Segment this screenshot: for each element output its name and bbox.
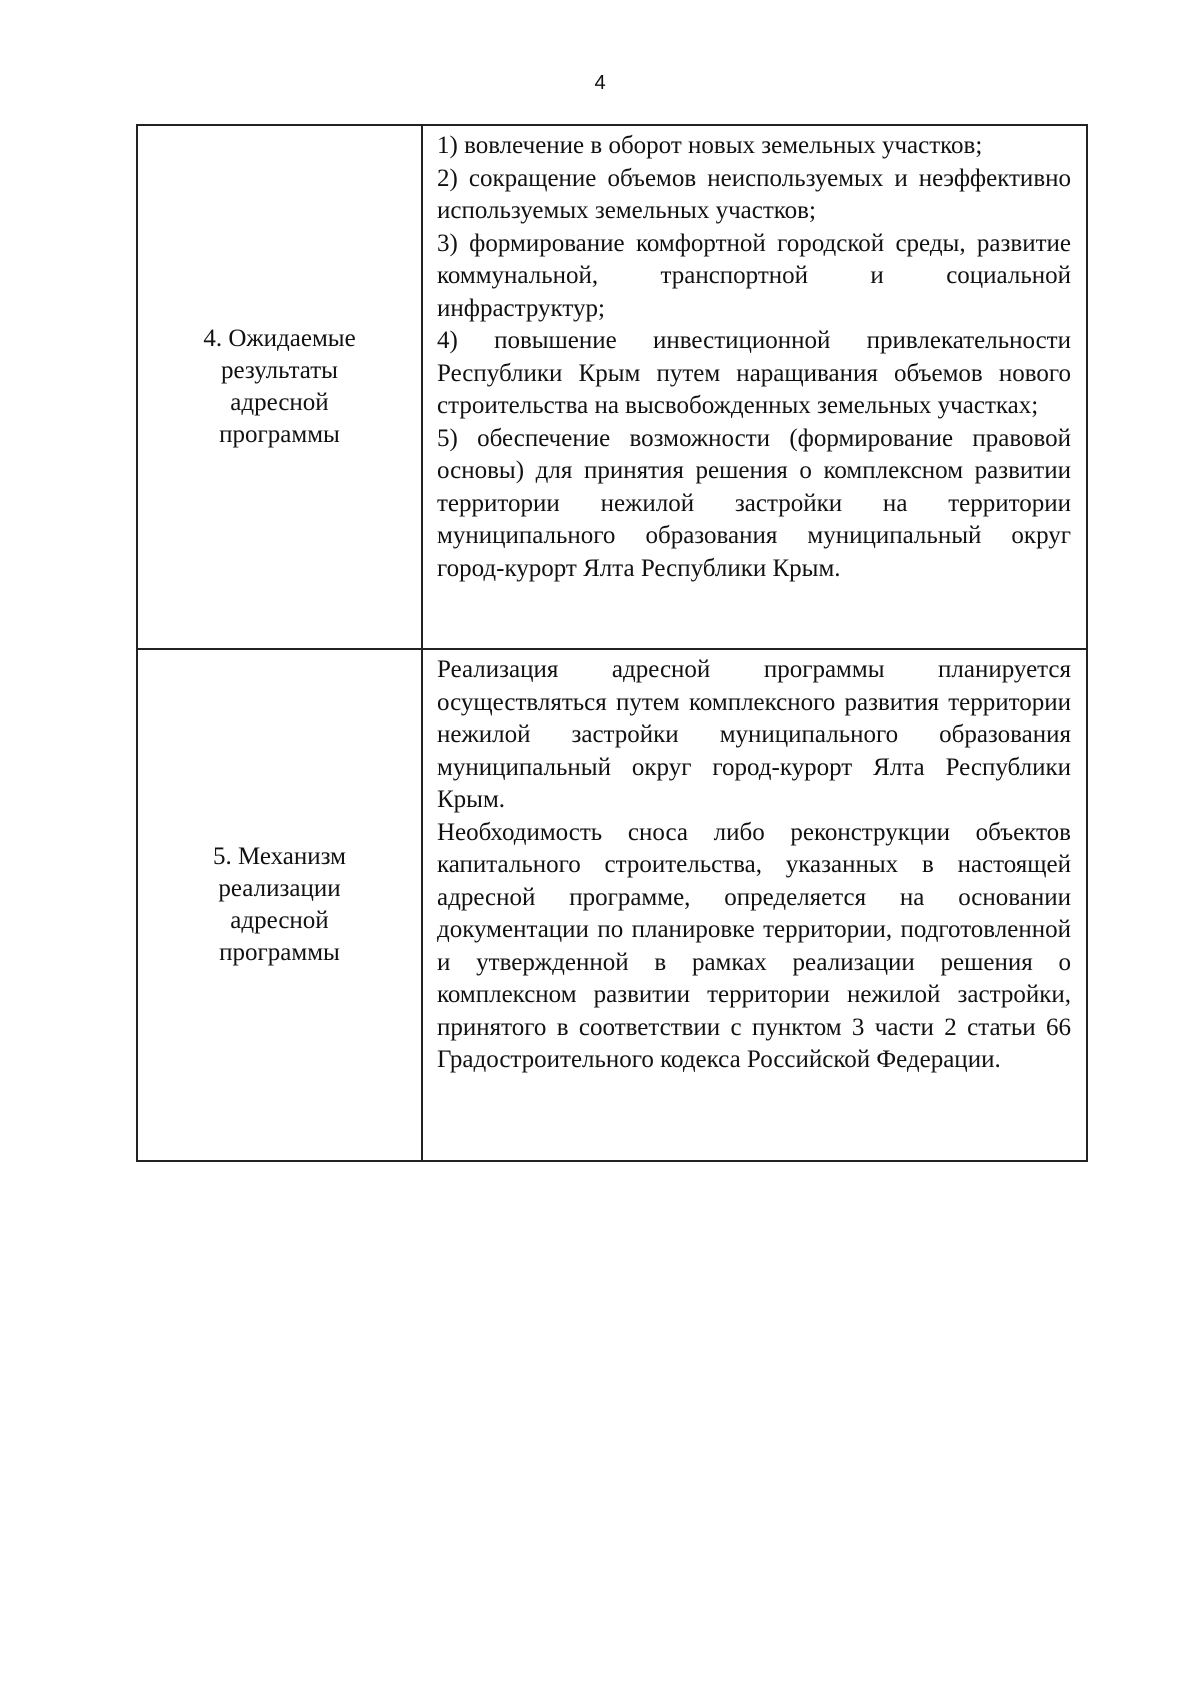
row-content-cell [422,125,1087,649]
row-content-cell [422,649,1087,1161]
content-paragraph: 1) вовлечение в оборот новых земельных участков; [437,132,983,159]
table-row [137,125,1087,649]
row-label: 5. Механизм реализации адресной программы [212,843,347,966]
row-label-cell [137,649,422,1161]
row-label-cell [137,125,422,649]
program-table [136,124,1088,1162]
table-row [137,649,1087,1161]
page-number: 4 [594,72,606,94]
row-label: 4. Ожидаемые результаты адресной программы [203,325,356,448]
content-paragraph: 2) сокращение объемов неиспользуемых и неэффективно используемых земельных участков; [437,164,1071,224]
content-paragraph: Реализация адресной программы планируется осуществляться путем комплексного развития территории нежилой застройки муниципального образования муниципальный округ город-курорт Ялта Республики Крым. [437,656,1071,813]
content-paragraph: 4) повышение инвестиционной привлекательности Республики Крым путем наращивания объемов нового строительства на высвобожденных земельных участках; [437,327,1071,419]
content-paragraph: 3) формирование комфортной городской среды, развитие коммунальной, транспортной и социальной инфраструктур; [437,229,1071,322]
content-paragraph: 5) обеспечение возможности (формирование правовой основы) для принятия решения о комплексном развитии территории нежилой застройки на территории муниципального образования муниципальный округ город-курорт Ялта Республики Крым. [437,424,1071,582]
content-paragraph: Необходимость сноса либо реконструкции объектов капитального строительства, указанных в настоящей адресной программе, определяется на основании документации по планировке территории, подготовленной и утвержденной в рамках реализации решения о комплексном развитии территории нежилой застройки, принятого в соответствии с пунктом 3 части 2 статьи 66 Градостроительного кодекса Российской Федерации. [437,818,1071,1073]
